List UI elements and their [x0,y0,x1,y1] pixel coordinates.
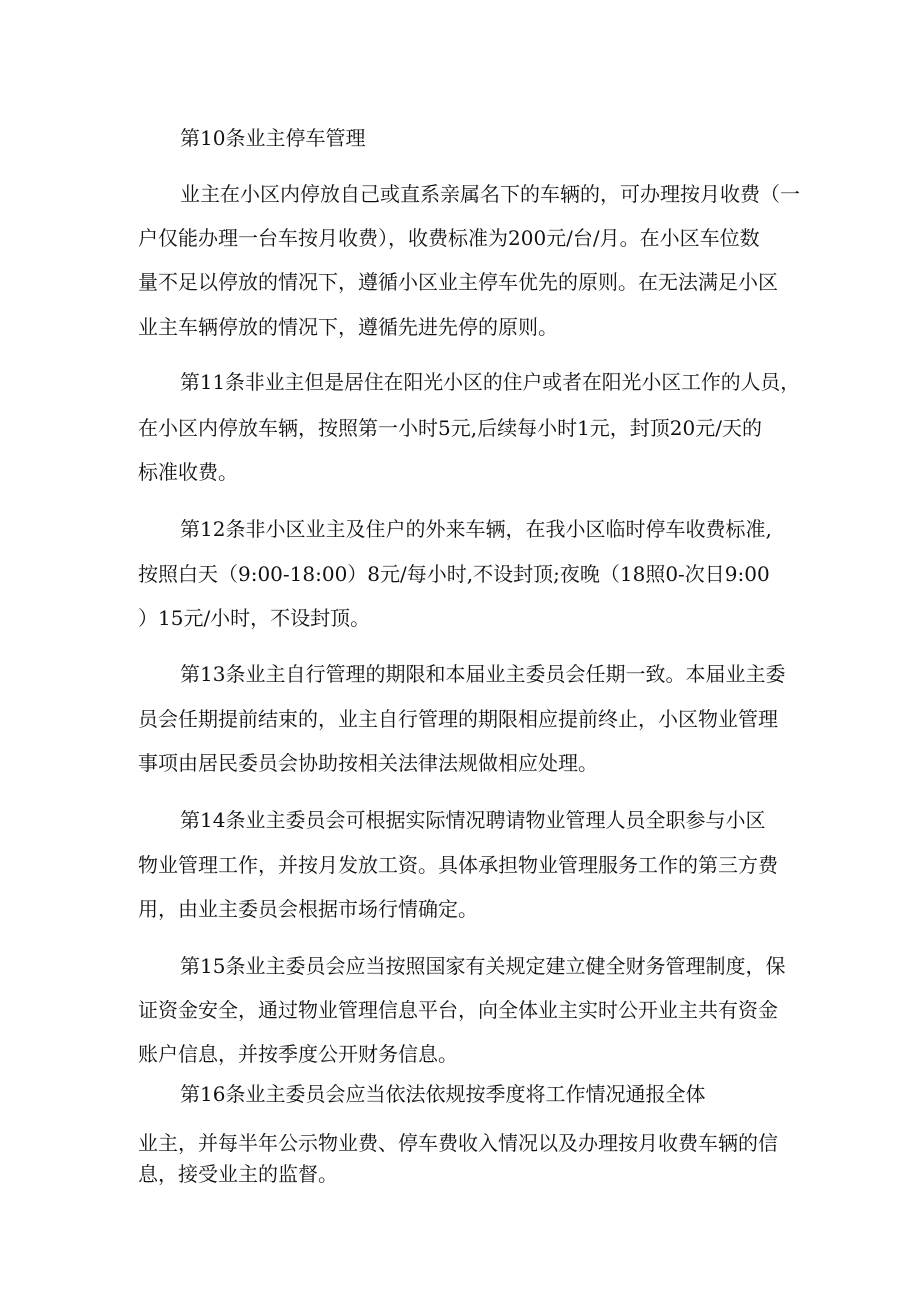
article-13-line-3: 事项由居民委员会协助按相关法律法规做相应处理。 [138,751,598,775]
article-12-line-1: 第12条非小区业主及住户的外来车辆，在我小区临时停车收费标准, [180,517,772,541]
article-14-line-2: 物业管理工作，并按月发放工资。具体承担物业管理服务工作的第三方费 [138,853,778,877]
article-11-line-2: 在小区内停放车辆，按照第一小时5元,后续每小时1元，封顶20元/天的 [138,416,762,440]
article-11-line-1: 第11条非业主但是居住在阳光小区的住户或者在阳光小区工作的人员， [180,371,801,394]
article-10-text-line-1: 业主在小区内停放自己或直系亲属名下的车辆的，可办理按月收费（一 [180,182,800,206]
article-16-line-3: 息，接受业主的监督。 [138,1162,338,1186]
article-15-line-3: 账户信息，并按季度公开财务信息。 [138,1042,458,1066]
article-10-text-line-4: 业主车辆停放的情况下，遵循先进先停的原则。 [138,315,558,339]
article-10-heading: 第10条业主停车管理 [180,126,366,150]
article-15-line-2: 证资金安全，通过物业管理信息平台，向全体业主实时公开业主共有资金 [138,998,778,1022]
article-14-line-3: 用，由业主委员会根据市场行情确定。 [138,897,478,921]
article-16-line-2: 业主，并每半年公示物业费、停车费收入情况以及办理按月收费车辆的信 [138,1131,778,1155]
article-11-line-3: 标准收费。 [138,460,238,484]
article-15-line-1: 第15条业主委员会应当按照国家有关规定建立健全财务管理制度，保 [180,954,786,978]
article-12-line-2: 按照白天（9:00-18:00）8元/每小时,不设封顶;夜晚（18照0-次日9:00 [138,562,770,586]
article-14-line-1: 第14条业主委员会可根据实际情况聘请物业管理人员全职参与小区 [180,808,766,832]
article-12-line-3: ）15元/小时，不设封顶。 [138,606,371,630]
article-16-line-1: 第16条业主委员会应当依法依规按季度将工作情况通报全体 [180,1082,706,1106]
article-13-line-2: 员会任期提前结束的，业主自行管理的期限相应提前终止，小区物业管理 [138,707,778,731]
article-10-text-line-3: 量不足以停放的情况下，遵循小区业主停车优先的原则。在无法满足小区 [138,270,778,294]
article-13-line-1: 第13条业主自行管理的期限和本届业主委员会任期一致。本届业主委 [180,662,786,686]
article-10-text-line-2: 户仅能办理一台车按月收费），收费标准为200元/台/月。在小区车位数 [138,226,760,250]
